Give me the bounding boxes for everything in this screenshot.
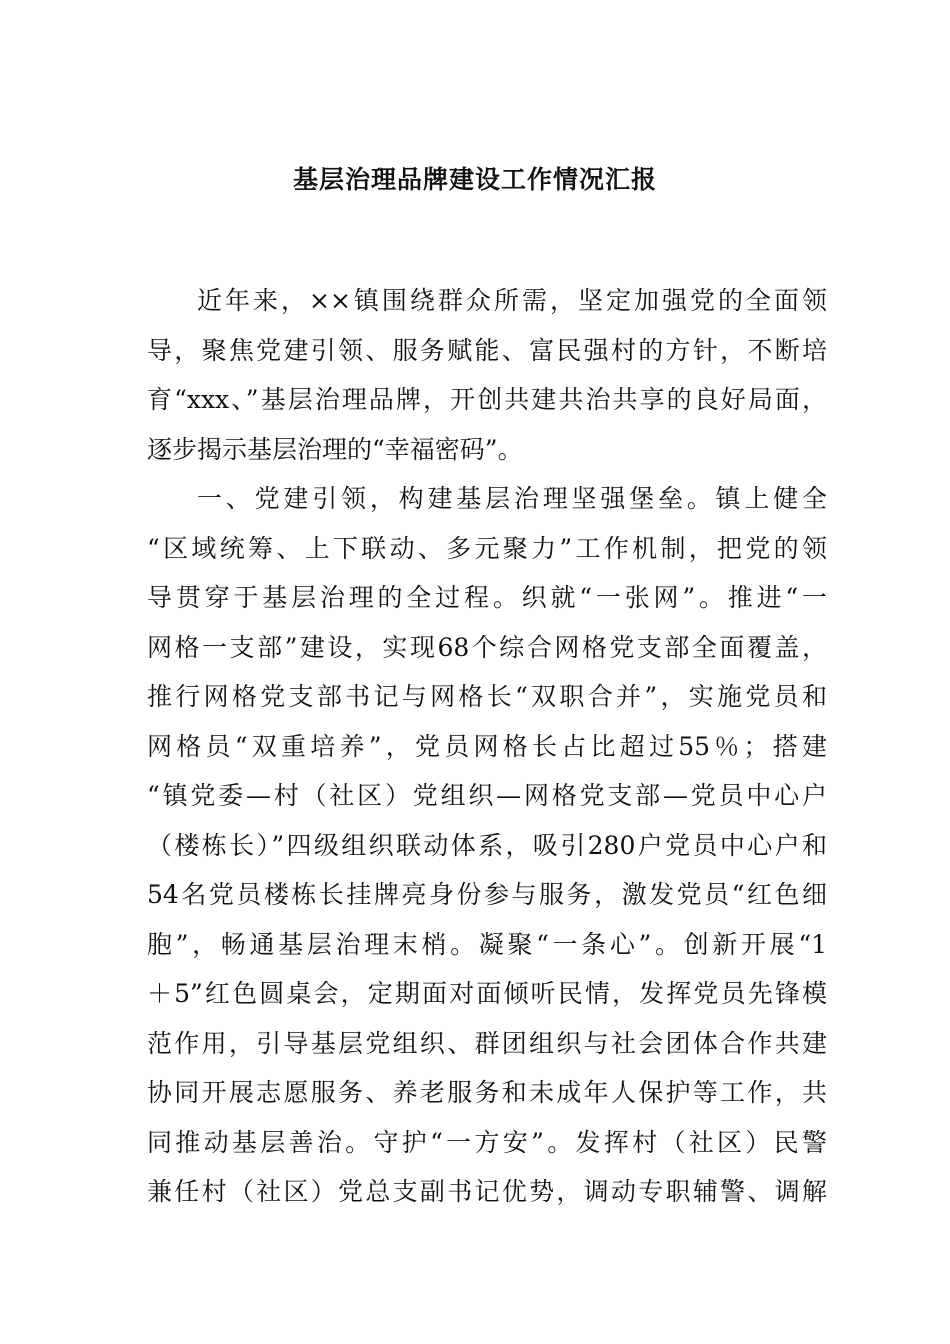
paragraph-line: 导贯穿于基层治理的全过程。织就“一张网”。推进“一 <box>147 583 827 612</box>
paragraph-line: 54名党员楼栋长挂牌亮身份参与服务，激发党员“红色细 <box>147 880 827 909</box>
paragraph-line: 兼任村（社区）党总支副书记优势，调动专职辅警、调解 <box>147 1177 827 1206</box>
paragraph-line: 推行网格党支部书记与网格长“双职合并”，实施党员和 <box>147 682 827 711</box>
paragraph-line: “区域统筹、上下联动、多元聚力”工作机制，把党的领 <box>147 533 827 563</box>
paragraph-line: 近年来，××镇围绕群众所需，坚定加强党的全面领 <box>197 286 827 315</box>
paragraph-line: ＋5”红色圆桌会，定期面对面倾听民情，发挥党员先锋模 <box>147 979 827 1008</box>
paragraph-line: 网格员“双重培养”，党员网格长占比超过55％；搭建 <box>147 731 827 761</box>
paragraph-line: 胞”，畅通基层治理末梢。凝聚“一条心”。创新开展“1 <box>147 929 827 959</box>
paragraph-line: 逐步揭示基层治理的“幸福密码”。 <box>147 434 523 464</box>
paragraph-line: 范作用，引导基层党组织、群团组织与社会团体合作共建 <box>147 1028 827 1058</box>
paragraph-line: 一、党建引领，构建基层治理坚强堡垒。镇上健全 <box>197 484 827 513</box>
paragraph-line: 导，聚焦党建引领、服务赋能、富民强村的方针，不断培 <box>147 335 827 365</box>
document-body <box>147 276 827 1217</box>
document-title: 基层治理品牌建设工作情况汇报 <box>292 165 657 194</box>
paragraph-line: （楼栋长）”四级组织联动体系，吸引280户党员中心户和 <box>147 830 827 860</box>
paragraph-line: 同推动基层善治。守护“一方安”。发挥村（社区）民警 <box>147 1127 827 1157</box>
paragraph-line: “镇党委—村（社区）党组织—网格党支部—党员中心户 <box>147 781 827 810</box>
paragraph-line: 育“xxx、”基层治理品牌，开创共建共治共享的良好局面， <box>147 385 827 414</box>
paragraph-line: 协同开展志愿服务、养老服务和未成年人保护等工作，共 <box>147 1078 827 1107</box>
paragraph-line: 网格一支部”建设，实现68个综合网格党支部全面覆盖， <box>147 632 827 662</box>
